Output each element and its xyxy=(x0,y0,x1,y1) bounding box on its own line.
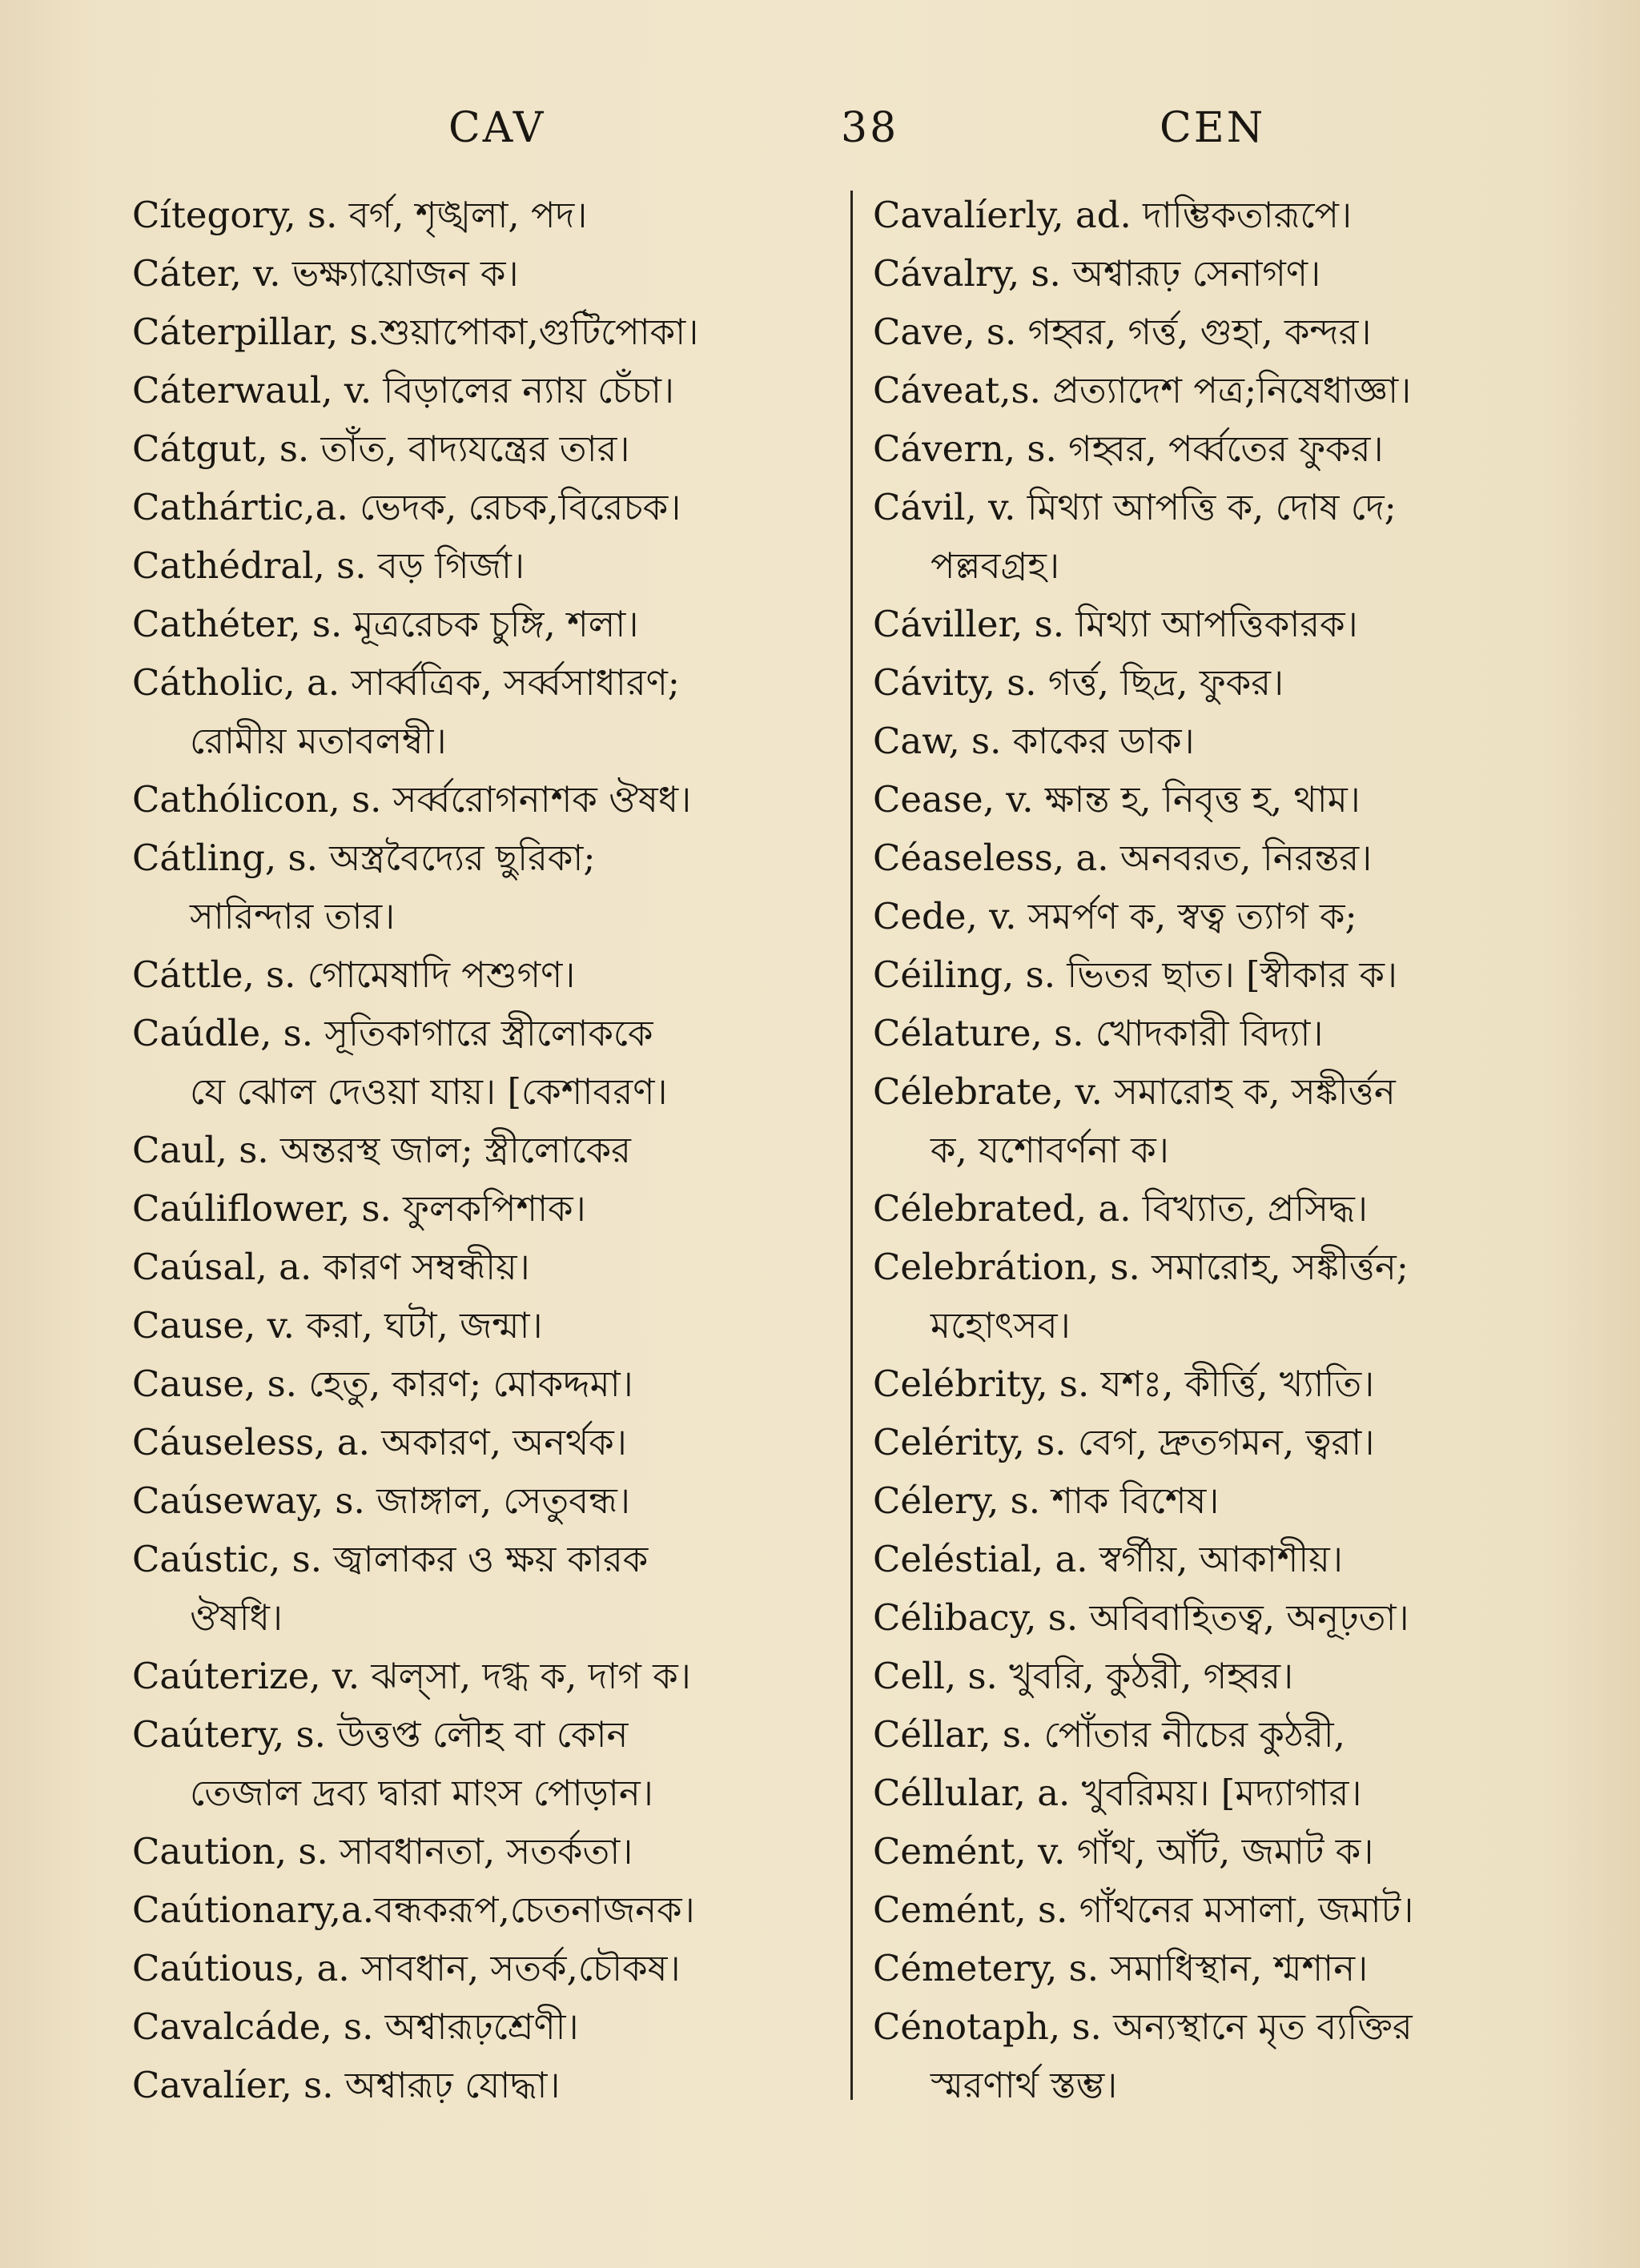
entry-continuation: সারিন্দার তার। xyxy=(190,895,396,937)
entry-text: Cede, v. সমর্পণ ক, স্বত্ব ত্যাগ ক; xyxy=(873,895,1357,937)
dictionary-entry xyxy=(132,1179,837,1238)
entry-text: Célebrate, v. সমারোহ ক, সঙ্কীর্ত্তন xyxy=(873,1070,1396,1113)
entry-text: Cémetery, s. সমাধিস্থান, শ্মশান। xyxy=(873,1947,1369,1989)
entry-text: Caúterize, v. ঝল্সা, দগ্ধ ক, দাগ ক। xyxy=(132,1655,691,1697)
entry-continuation: ঔষধি। xyxy=(190,1596,283,1639)
entry-text: Caútery, s. উত্তপ্ত লৌহ বা কোন xyxy=(132,1713,629,1756)
entry-text: Cáterwaul, v. বিড়ালের ন্যায় চেঁচা। xyxy=(132,369,675,411)
entry-text: Caútious, a. সাবধান, সতর্ক,চৌকষ। xyxy=(132,1947,681,1989)
entry-text: Cause, s. হেতু, কারণ; মোকদ্দমা। xyxy=(132,1363,633,1405)
dictionary-entry xyxy=(132,478,837,536)
entry-text: Caústic, s. জ্বালাকর ও ক্ষয় কারক xyxy=(132,1538,649,1580)
dictionary-entry xyxy=(132,1939,837,1997)
entry-text: Celéstial, a. স্বর্গীয়, আকাশীয়। xyxy=(873,1538,1343,1580)
left-guide-word: CAV xyxy=(448,104,546,152)
dictionary-entry xyxy=(873,829,1594,887)
dictionary-entry xyxy=(132,595,837,653)
dictionary-entry xyxy=(873,1881,1594,1939)
entry-text: Caution, s. সাবধানতা, সতর্কতা। xyxy=(132,1830,633,1873)
dictionary-entry xyxy=(132,244,837,303)
entry-text: Celebrátion, s. সমারোহ, সঙ্কীর্ত্তন; xyxy=(873,1246,1409,1288)
dictionary-entry xyxy=(873,712,1594,770)
dictionary-entry xyxy=(873,945,1594,1004)
dictionary-entry xyxy=(132,361,837,419)
entry-text: Cávil, v. মিথ্যা আপত্তি ক, দোষ দে; xyxy=(873,486,1397,528)
entry-text: Cítegory, s. বর্গ, শৃঙ্খলা, পদ। xyxy=(132,194,588,236)
dictionary-entry xyxy=(132,1881,837,1939)
entry-text: Celérity, s. বেগ, দ্রুতগমন, ত্বরা। xyxy=(873,1421,1375,1463)
dictionary-entry xyxy=(132,1471,837,1530)
dictionary-entry xyxy=(132,1822,837,1881)
entry-text: Cáterpillar, s.শুয়াপোকা,গুটিপোকা। xyxy=(132,311,699,353)
dictionary-entry xyxy=(132,1004,837,1121)
entry-text: Caw, s. কাকের ডাক। xyxy=(873,720,1195,762)
entry-text: Cáter, v. ভক্ষ্যায়োজন ক। xyxy=(132,252,519,295)
entry-text: Caúseway, s. জাঙ্গাল, সেতুবন্ধ। xyxy=(132,1479,630,1522)
entry-text: Cávalry, s. অশ্বারূঢ় সেনাগণ। xyxy=(873,252,1321,295)
dictionary-entry xyxy=(132,186,837,244)
entry-text: Cáuseless, a. অকারণ, অনর্থক। xyxy=(132,1421,627,1463)
entry-continuation: মহোৎসব। xyxy=(931,1304,1071,1347)
entry-text: Celébrity, s. যশঃ, কীর্ত্তি, খ্যাতি। xyxy=(873,1363,1375,1405)
dictionary-entry xyxy=(873,303,1594,361)
entry-text: Cátling, s. অস্ত্রবৈদ্যের ছুরিকা; xyxy=(132,837,596,879)
page-number: 38 xyxy=(841,104,899,152)
dictionary-entry xyxy=(873,1822,1594,1881)
dictionary-entry xyxy=(873,1004,1594,1062)
dictionary-entry xyxy=(873,1997,1594,2114)
entry-continuation: পল্লবগ্রহ। xyxy=(931,544,1060,587)
dictionary-entry xyxy=(873,770,1594,829)
entry-text: Cavalcáde, s. অশ্বারূঢ়শ্রেণী। xyxy=(132,2005,579,2048)
entry-continuation: ক, যশোবর্ণনা ক। xyxy=(931,1129,1169,1171)
dictionary-entry xyxy=(873,887,1594,945)
dictionary-entry xyxy=(873,1530,1594,1588)
entry-text: Céllar, s. পোঁতার নীচের কুঠরী, xyxy=(873,1713,1345,1756)
entry-text: Cátholic, a. সার্ব্বত্রিক, সর্ব্বসাধারণ; xyxy=(132,661,680,704)
dictionary-entry xyxy=(873,595,1594,653)
dictionary-entry xyxy=(132,1530,837,1647)
dictionary-entry xyxy=(873,1647,1594,1705)
entry-text: Caúdle, s. সূতিকাগারে স্ত্রীলোককে xyxy=(132,1012,653,1054)
dictionary-entry xyxy=(132,770,837,829)
entry-text: Cáviller, s. মিথ্যা আপত্তিকারক। xyxy=(873,603,1358,645)
dictionary-entry xyxy=(873,1238,1594,1355)
entry-text: Célature, s. খোদকারী বিদ্যা। xyxy=(873,1012,1324,1054)
dictionary-entry xyxy=(873,1413,1594,1471)
entry-text: Cáveat,s. প্রত্যাদেশ পত্র;নিষেধাজ্ঞা। xyxy=(873,369,1412,411)
dictionary-entry xyxy=(132,653,837,770)
entry-text: Cáttle, s. গোমেষাদি পশুগণ। xyxy=(132,953,576,996)
entry-continuation: যে ঝোল দেওয়া যায়। [কেশাবরণ। xyxy=(190,1070,668,1113)
entry-text: Cemént, v. গাঁথ, আঁট, জমাট ক। xyxy=(873,1830,1374,1873)
dictionary-entry xyxy=(132,829,837,945)
entry-text: Cathólicon, s. সর্ব্বরোগনাশক ঔষধ। xyxy=(132,778,692,821)
entry-continuation: রোমীয় মতাবলম্বী। xyxy=(190,720,447,762)
right-guide-word: CEN xyxy=(1160,104,1266,152)
dictionary-entry xyxy=(873,1588,1594,1647)
entry-text: Céiling, s. ভিতর ছাত। [স্বীকার ক। xyxy=(873,953,1398,996)
dictionary-entry xyxy=(873,186,1594,244)
entry-continuation: স্মরণার্থ স্তম্ভ। xyxy=(931,2064,1118,2106)
dictionary-entry xyxy=(873,1355,1594,1413)
page-header xyxy=(0,104,1640,168)
entry-text: Célery, s. শাক বিশেষ। xyxy=(873,1479,1220,1522)
entry-text: Cause, v. করা, ঘটা, জন্মা। xyxy=(132,1304,543,1347)
entry-text: Cathédral, s. বড় গির্জা। xyxy=(132,544,525,587)
dictionary-entry xyxy=(873,653,1594,712)
entry-text: Cathéter, s. মূত্ররেচক চুঙ্গি, শলা। xyxy=(132,603,639,645)
dictionary-entry xyxy=(873,1179,1594,1238)
dictionary-entry xyxy=(132,1296,837,1355)
entry-text: Cávity, s. গর্ত্ত, ছিদ্র, ফুকর। xyxy=(873,661,1284,704)
dictionary-entry xyxy=(873,1764,1594,1822)
entry-text: Caúsal, a. কারণ সম্বন্ধীয়। xyxy=(132,1246,530,1288)
dictionary-entry xyxy=(873,361,1594,419)
left-column xyxy=(132,186,837,2114)
entry-text: Caútionary,a.বন্ধকরূপ,চেতনাজনক। xyxy=(132,1889,695,1931)
entry-text: Caul, s. অন্তরস্থ জাল; স্ত্রীলোকের xyxy=(132,1129,631,1171)
dictionary-entry xyxy=(873,419,1594,478)
entry-text: Céaseless, a. অনবরত, নিরন্তর। xyxy=(873,837,1373,879)
entry-text: Céllular, a. খুবরিময়। [মদ্যাগার। xyxy=(873,1772,1362,1814)
dictionary-entry xyxy=(873,1062,1594,1179)
dictionary-entry xyxy=(132,1647,837,1705)
entry-text: Cave, s. গহ্বর, গর্ত্ত, গুহা, কন্দর। xyxy=(873,311,1372,353)
dictionary-entry xyxy=(873,1471,1594,1530)
entry-text: Cemént, s. গাঁথনের মসালা, জমাট। xyxy=(873,1889,1414,1931)
entry-continuation: তেজাল দ্রব্য দ্বারা মাংস পোড়ান। xyxy=(190,1772,653,1814)
column-divider xyxy=(850,191,853,2100)
entry-text: Caúliflower, s. ফুলকপিশাক। xyxy=(132,1187,586,1230)
dictionary-entry xyxy=(873,1939,1594,1997)
dictionary-entry xyxy=(132,536,837,595)
entry-text: Cavalíerly, ad. দাম্ভিকতারূপে। xyxy=(873,194,1353,236)
entry-text: Cease, v. ক্ষান্ত হ, নিবৃত্ত হ, থাম। xyxy=(873,778,1361,821)
entry-text: Cátgut, s. তাঁত, বাদ্যযন্ত্রের তার। xyxy=(132,428,630,470)
dictionary-entry xyxy=(132,303,837,361)
entry-text: Célibacy, s. অবিবাহিতত্ব, অনূঢ়তা। xyxy=(873,1596,1409,1639)
entry-text: Cávern, s. গহ্বর, পর্ব্বতের ফুকর। xyxy=(873,428,1384,470)
dictionary-entry xyxy=(132,1705,837,1822)
entry-text: Cathártic,a. ভেদক, রেচক,বিরেচক। xyxy=(132,486,681,528)
dictionary-entry xyxy=(132,1997,837,2056)
dictionary-entry xyxy=(132,1121,837,1179)
dictionary-entry xyxy=(132,1413,837,1471)
right-column xyxy=(873,186,1594,2114)
dictionary-entry xyxy=(132,2056,837,2114)
dictionary-entry xyxy=(873,478,1594,595)
entry-text: Cell, s. খুবরি, কুঠরী, গহ্বর। xyxy=(873,1655,1294,1697)
dictionary-entry xyxy=(132,945,837,1004)
dictionary-entry xyxy=(132,1238,837,1296)
dictionary-entry xyxy=(132,1355,837,1413)
entry-text: Célebrated, a. বিখ্যাত, প্রসিদ্ধ। xyxy=(873,1187,1369,1230)
dictionary-entry xyxy=(873,1705,1594,1764)
entry-text: Cavalíer, s. অশ্বারূঢ় যোদ্ধা। xyxy=(132,2064,561,2106)
entry-text: Cénotaph, s. অন্যস্থানে মৃত ব্যক্তির xyxy=(873,2005,1413,2048)
dictionary-entry xyxy=(873,244,1594,303)
dictionary-entry xyxy=(132,419,837,478)
